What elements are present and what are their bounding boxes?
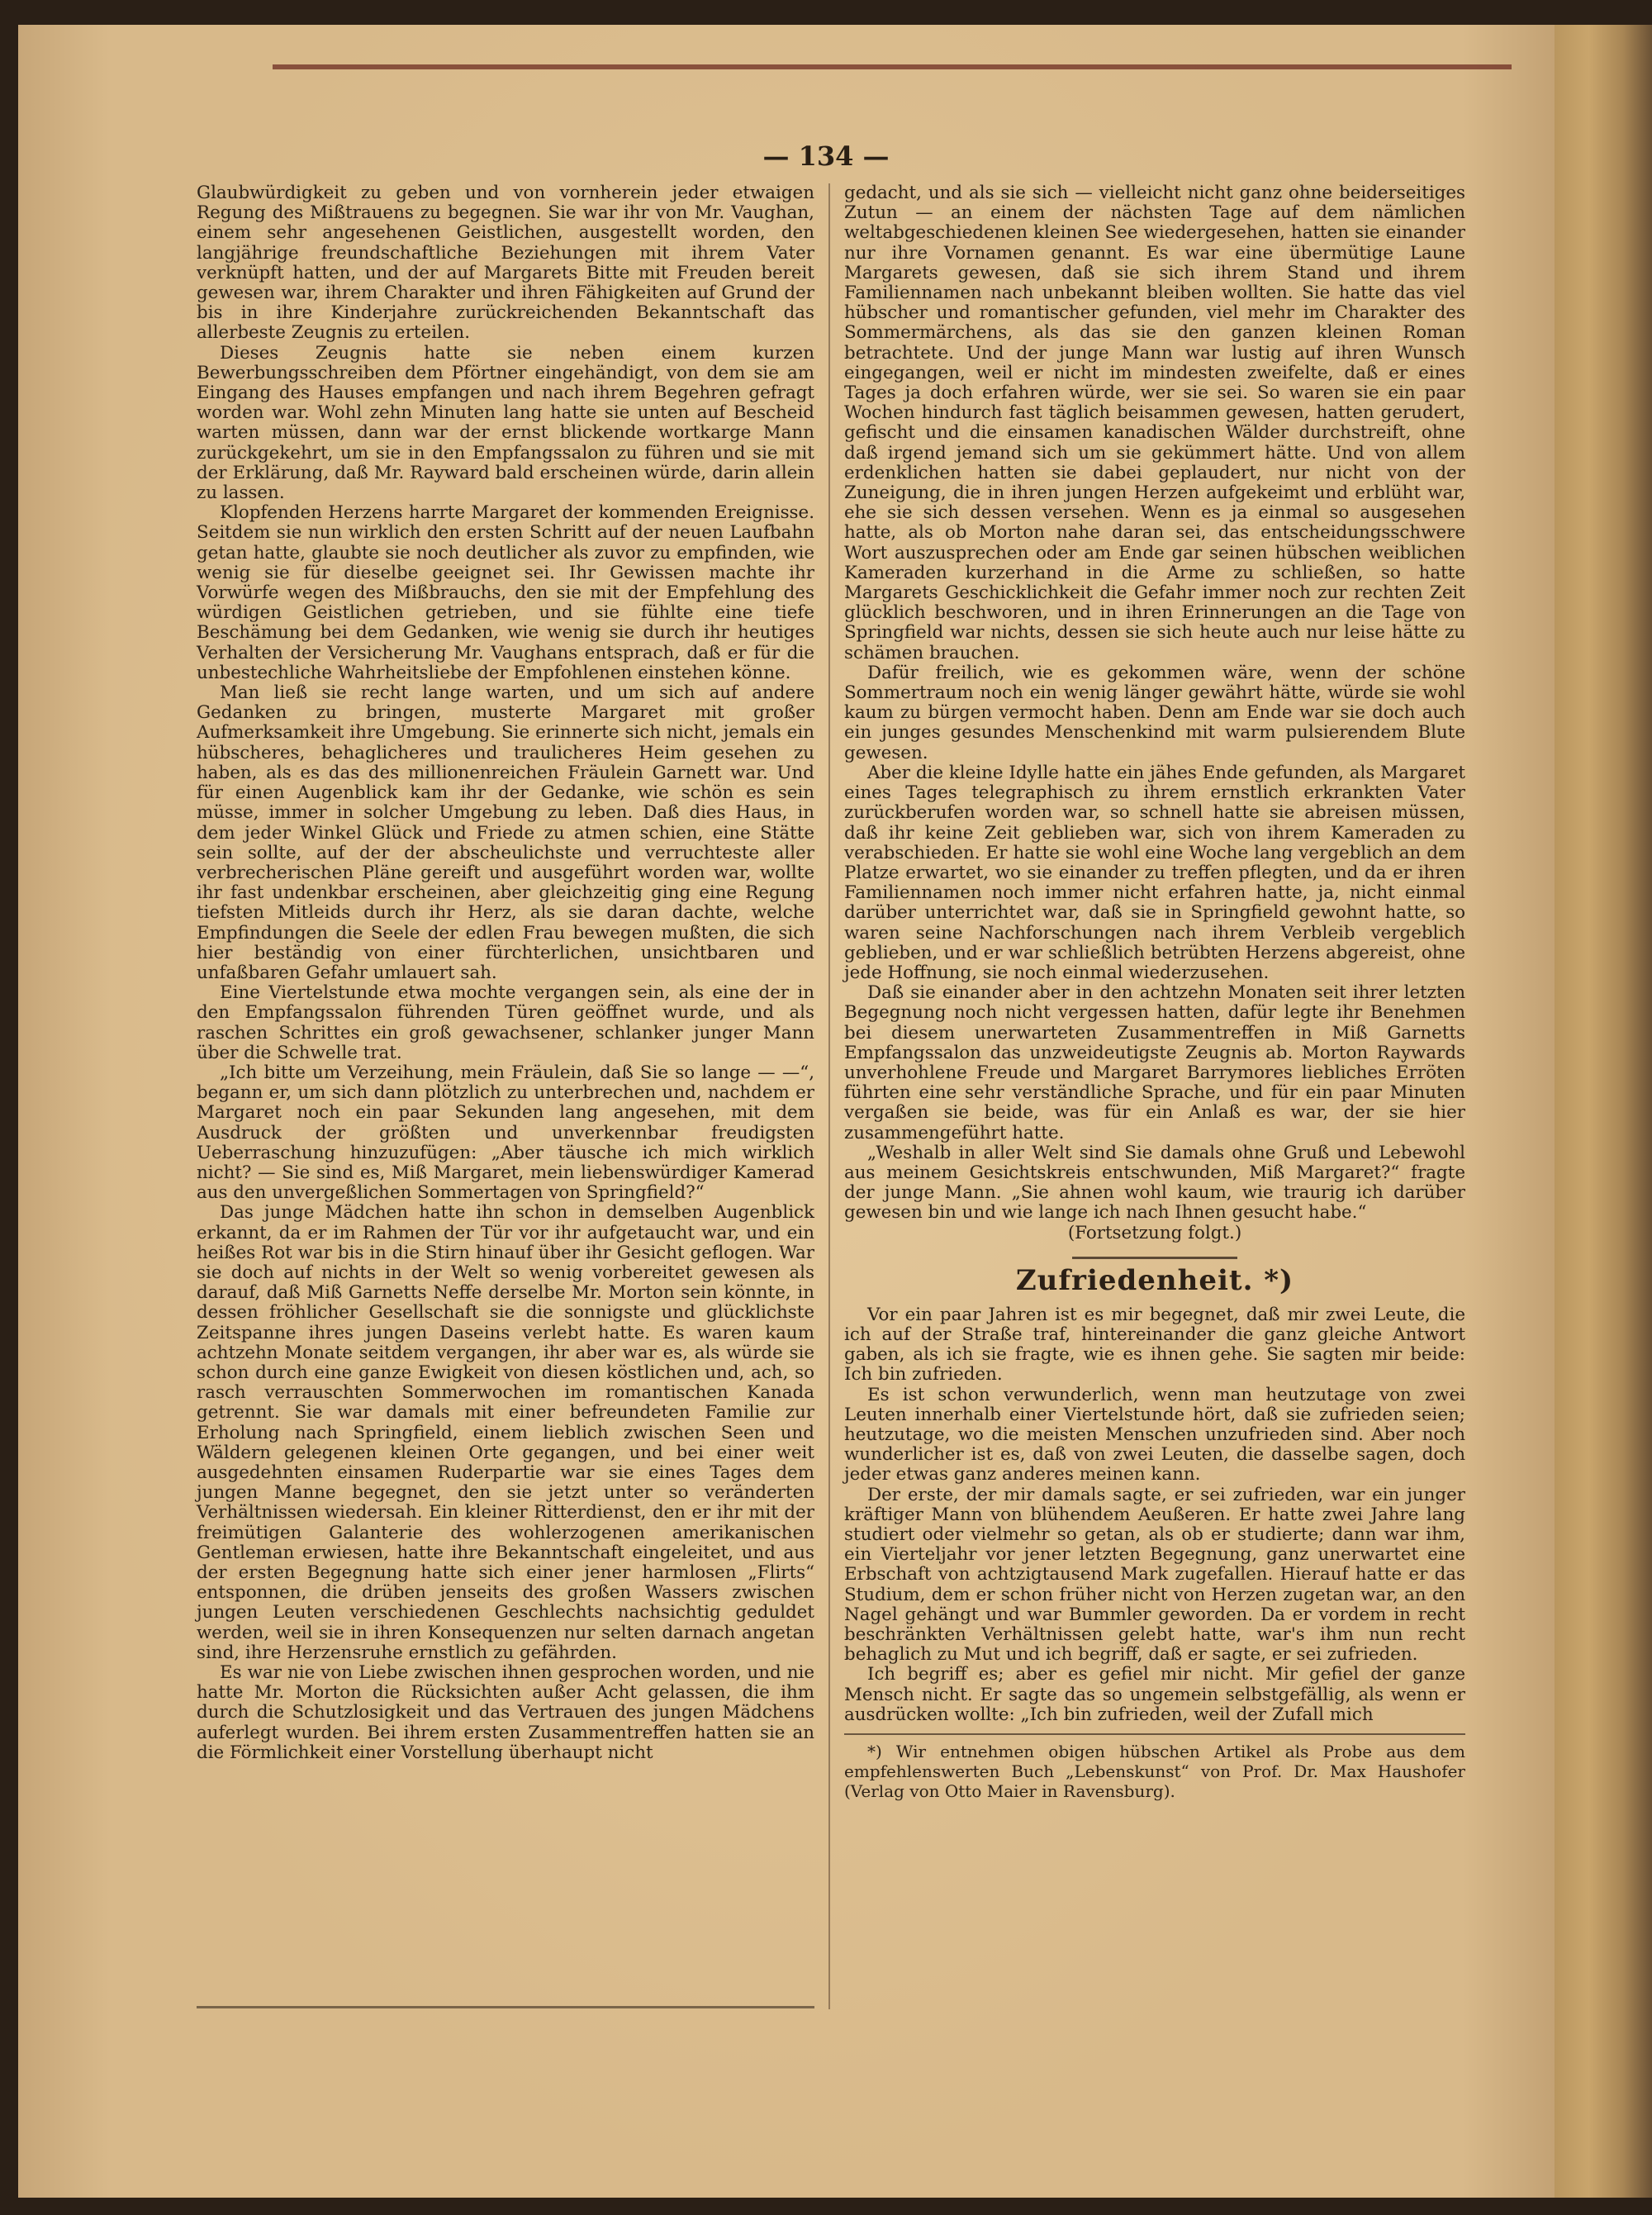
right-column: [844, 183, 1465, 1801]
footnote-rule: [844, 1733, 1465, 1735]
left-paragraph: Es war nie von Liebe zwischen ihnen gesprochen worden, und nie hatte Mr. Morton die Rücksichten außer Acht gelassen, die ihm durch die Schutzlosigkeit und das Vertrauen des jungen Mädchens auferlegt wurden. Bei ihrem ersten Zusammentreffen hatten sie an die Förmlichkeit einer Vorstellung überhaupt nicht: [197, 1662, 814, 1763]
top-border-rule: [273, 64, 1512, 69]
column-divider: [828, 183, 830, 2009]
right-paragraph: „Weshalb in aller Welt sind Sie damals ohne Gruß und Lebewohl aus meinem Gesichtskreis entschwunden, Miß Margaret?“ fragte der junge Mann. „Sie ahnen wohl kaum, wie traurig ich darüber gewesen bin und wie lange ich nach Ihnen gesucht habe.“: [844, 1142, 1465, 1224]
left-paragraph: Dieses Zeugnis hatte sie neben einem kurzen Bewerbungsschreiben dem Pförtner eingehändigt, von dem sie am Eingang des Hauses empfangen und nach ihrem Begehren gefragt worden war. Wohl zehn Minuten lang hatte sie unten auf Bescheid warten müssen, dann war der ernst blickende wortkarge Mann zurückgekehrt, um sie in den Empfangssalon zu führen und sie mit der Erklärung, daß Mr. Rayward bald erscheinen würde, darin allein zu lassen.: [197, 342, 814, 504]
book-page-edge: [1555, 25, 1652, 2198]
page-number: — 134 —: [762, 140, 890, 172]
left-paragraph: Man ließ sie recht lange warten, und um sich auf andere Gedanken zu bringen, musterte Margaret mit großer Aufmerksamkeit ihre Umgebung. Sie erinnerte sich nicht, jemals ein hübscheres, behaglicheres und traulicheres Heim gesehen zu haben, als es das des millionenreichen Fräulein Garnett war. Und für einen Augenblick kam ihr der Gedanke, wie schön es sein müsse, immer in solcher Umgebung zu leben. Daß dies Haus, in dem jeder Winkel Glück und Friede zu atmen schien, eine Stätte sein sollte, auf der der abscheulichste und verruchteste aller verbrecherischen Pläne gereift und ausgeführt worden war, wollte ihr fast undenkbar erscheinen, aber gleichzeitig ging eine Regung tiefsten Mitleids durch ihr Herz, als sie daran dachte, welche Empfindungen die Seele der edlen Frau bewegen mußten, die sich hier beständig von einer fürchterlichen, unsichtbaren und unfaßbaren Gefahr umlauert sah.: [197, 682, 814, 983]
continuation-note: (Fortsetzung folgt.): [1067, 1222, 1242, 1243]
section-divider: [1072, 1257, 1237, 1259]
left-paragraph: Glaubwürdigkeit zu geben und von vornherein jeder etwaigen Regung des Mißtrauens zu begegnen. Sie war ihr von Mr. Vaughan, einem sehr angesehenen Geistlichen, ausgestellt worden, den langjährige freundschaftliche Beziehungen mit ihrem Vater verknüpft hatten, und der auf Margarets Bitte mit Freuden bereit gewesen war, ihrem Charakter und ihren Fähigkeiten auf Grund der bis in ihre Kinderjahre zurückreichenden Bekanntschaft das allerbeste Zeugnis zu erteilen.: [197, 183, 814, 344]
section-paragraph: Es ist schon verwunderlich, wenn man heutzutage von zwei Leuten innerhalb einer Viertelstunde hört, daß sie zufrieden seien; heutzutage, wo die meisten Menschen unzufrieden sind. Aber noch wunderlicher ist es, daß von zwei Leuten, die dasselbe sagen, doch jeder etwas ganz anderes meinen kann.: [844, 1384, 1465, 1485]
section-paragraph: Vor ein paar Jahren ist es mir begegnet, daß mir zwei Leute, die ich auf der Straße traf, hintereinander die ganz gleiche Antwort gaben, als ich sie fragte, wie es ihnen gehe. Sie sagten mir beide: Ich bin zufrieden.: [844, 1304, 1465, 1386]
section-title: Zufriedenheit. *): [1015, 1263, 1294, 1297]
footnote: *) Wir entnehmen obigen hübschen Artikel als Probe aus dem empfehlenswerten Buch „Lebenskunst“ von Prof. Dr. Max Haushofer (Verlag von Otto Maier in Ravensburg).: [844, 1742, 1465, 1802]
right-paragraph: Daß sie einander aber in den achtzehn Monaten seit ihrer letzten Begegnung noch nicht vergessen hatten, dafür legte ihr Benehmen bei diesem unerwarteten Zusammentreffen in Miß Garnetts Empfangssalon das unzweideutigste Zeugnis ab. Morton Raywards unverhohlene Freude und Margaret Barrymores liebliches Erröten führten eine sehr verständliche Sprache, und für ein paar Minuten vergaßen sie beide, was für ein Anlaß es war, der sie hier zusammengeführt hatte.: [844, 982, 1465, 1143]
left-paragraph: Klopfenden Herzens harrte Margaret der kommenden Ereignisse. Seitdem sie nun wirklich den ersten Schritt auf der neuen Laufbahn getan hatte, glaubte sie noch deutlicher als zuvor zu empfinden, wie wenig sie für dieselbe geeignet sei. Ihr Gewissen machte ihr Vorwürfe wegen des Mißbrauchs, den sie mit der Empfehlung des würdigen Geistlichen getrieben, und sie fühlte eine tiefe Beschämung bei dem Gedanken, wie wenig sie durch ihr heutiges Verhalten der Versicherung Mr. Vaughans entsprach, daß er für die unbestechliche Wahrheitsliebe der Empfohlenen einstehen könne.: [197, 502, 814, 683]
bottom-rule: [197, 2006, 814, 2008]
right-paragraph: Dafür freilich, wie es gekommen wäre, wenn der schöne Sommertraum noch ein wenig länger gewährt hätte, würde sie wohl kaum zu bürgen vermocht haben. Denn am Ende war sie doch auch ein junges gesundes Menschenkind mit warm pulsierendem Blute gewesen.: [844, 662, 1465, 763]
left-paragraph: Das junge Mädchen hatte ihn schon in demselben Augenblick erkannt, da er im Rahmen der Tür vor ihr aufgetaucht war, und ein heißes Rot war bis in die Stirn hinauf über ihr Gesicht geflogen. War sie doch auf nichts in der Welt so wenig vorbereitet gewesen als darauf, daß Miß Garnetts Neffe derselbe Mr. Morton sein könnte, in dessen fröhlicher Gesellschaft sie die sonnigste und glücklichste Zeitspanne ihres jungen Daseins verlebt hatte. Es waren kaum achtzehn Monate seitdem vergangen, ihr aber war es, als würde sie schon durch eine ganze Ewigkeit von diesen köstlichen und, ach, so rasch verrauschten Sommerwochen im romantischen Kanada getrennt. Sie war damals mit einer befreundeten Familie zur Erholung nach Springfield, einem lieblich zwischen Seen und Wäldern gelegenen kleinen Orte gegangen, und bei einer weit ausgedehnten einsamen Ruderpartie war sie eines Tages dem jungen Manne begegnet, den sie jetzt unter so veränderten Verhältnissen wiedersah. Ein kleiner Ritterdienst, den er ihr mit der freimütigen Galanterie des wohlerzogenen amerikanischen Gentleman erwiesen, hatte ihre Bekanntschaft eingeleitet, und aus der ersten Begegnung hatte sich einer jener harmlosen „Flirts“ entsponnen, die drüben jenseits des großen Wassers zwischen jungen Leuten verschiedenen Geschlechts nachsichtig geduldet werden, weil sie in ihren Konsequenzen nur selten darnach angetan sind, ihre Herzensruhe ernstlich zu gefährden.: [197, 1202, 814, 1663]
left-paragraph: Eine Viertelstunde etwa mochte vergangen sein, als eine der in den Empfangssalon führenden Türen geöffnet wurde, und als raschen Schrittes ein groß gewachsener, schlanker junger Mann über die Schwelle trat.: [197, 982, 814, 1063]
left-paragraph: „Ich bitte um Verzeihung, mein Fräulein, daß Sie so lange — —“, begann er, um sich dann plötzlich zu unterbrechen und, nachdem er Margaret noch ein paar Sekunden lang angesehen, mit dem Ausdruck der größten und unverkennbar freudigsten Ueberraschung hinzuzufügen: „Aber täusche ich mich wirklich nicht? — Sie sind es, Miß Margaret, mein liebenswürdiger Kamerad aus den unvergeßlichen Sommertagen von Springfield?“: [197, 1062, 814, 1204]
right-paragraph: gedacht, und als sie sich — vielleicht nicht ganz ohne beiderseitiges Zutun — an einem der nächsten Tage auf dem nämlichen weltabgeschiedenen kleinen See wiedergesehen, hatten sie einander nur ihre Vornamen genannt. Es war eine übermütige Laune Margarets gewesen, daß sie sich ihrem Stand und ihrem Familiennamen nach unbekannt bleiben wollten. Sie hatte das viel hübscher und romantischer gefunden, viel mehr im Charakter des Sommermärchens, als das sie den ganzen kleinen Roman betrachtete. Und der junge Mann war lustig auf ihren Wunsch eingegangen, weil er nicht im mindesten zweifelte, daß er eines Tages ja doch erfahren würde, wer sie sei. So waren sie ein paar Wochen hindurch fast täglich beisammen gewesen, hatten gerudert, gefischt und die einsamen kanadischen Wälder durchstreift, ohne daß irgend jemand sich um sie gekümmert hätte. Und von allem erdenklichen hatten sie dabei geplaudert, nur nicht von der Zuneigung, die in ihren jungen Herzen aufgekeimt und erblüht war, ehe sie sich dessen versehen. Wenn es ja einmal so ausgesehen hatte, als ob Morton nahe daran sei, das entscheidungsschwere Wort auszusprechen oder am Ende gar seinen hübschen weiblichen Kameraden kurzerhand in die Arme zu schließen, so hatte Margarets Geschicklichkeit die Gefahr immer noch zur rechten Zeit glücklich beschworen, und in ihren Erinnerungen an die Tage von Springfield war nichts, dessen sie sich heute auch nur leise hätte zu schämen brauchen.: [844, 183, 1465, 663]
left-column: [197, 183, 814, 1763]
right-paragraph: Aber die kleine Idylle hatte ein jähes Ende gefunden, als Margaret eines Tages telegraphisch zu ihrem ernstlich erkrankten Vater zurückberufen worden war, so schnell hatte sie abreisen müssen, daß ihr keine Zeit geblieben war, sich von ihrem Kameraden zu verabschieden. Er hatte sie wohl eine Woche lang vergeblich an dem Platze erwartet, wo sie einander zu treffen pflegten, und da er ihren Familiennamen noch immer nicht erfahren hatte, ja, nicht einmal darüber unterrichtet war, daß sie in Springfield gewohnt hatte, so waren seine Nachforschungen nach ihrem Verbleib vergeblich geblieben, und er war schließlich betrübten Herzens abgereist, ohne jede Hoffnung, sie noch einmal wiederzusehen.: [844, 762, 1465, 983]
section-paragraph: Ich begriff es; aber es gefiel mir nicht. Mir gefiel der ganze Mensch nicht. Er sagte das so ungemein selbstgefällig, als wenn er ausdrücken wollte: „Ich bin zufrieden, weil der Zufall mich: [844, 1664, 1465, 1725]
section-paragraph: Der erste, der mir damals sagte, er sei zufrieden, war ein junger kräftiger Mann von blühendem Aeußeren. Er hatte zwei Jahre lang studiert oder vielmehr so getan, als ob er studierte; dann war ihm, ein Vierteljahr vor jener letzten Begegnung, ganz unerwartet eine Erbschaft von achtzigtausend Mark zugefallen. Hierauf hatte er das Studium, dem er schon früher nicht von Herzen zugetan war, an den Nagel gehängt und war Bummler geworden. Da er vordem in recht beschränkten Verhältnissen gelebt hatte, war's ihm nun recht behaglich zu Mut und ich begriff, daß er sagte, er sei zufrieden.: [844, 1484, 1465, 1666]
